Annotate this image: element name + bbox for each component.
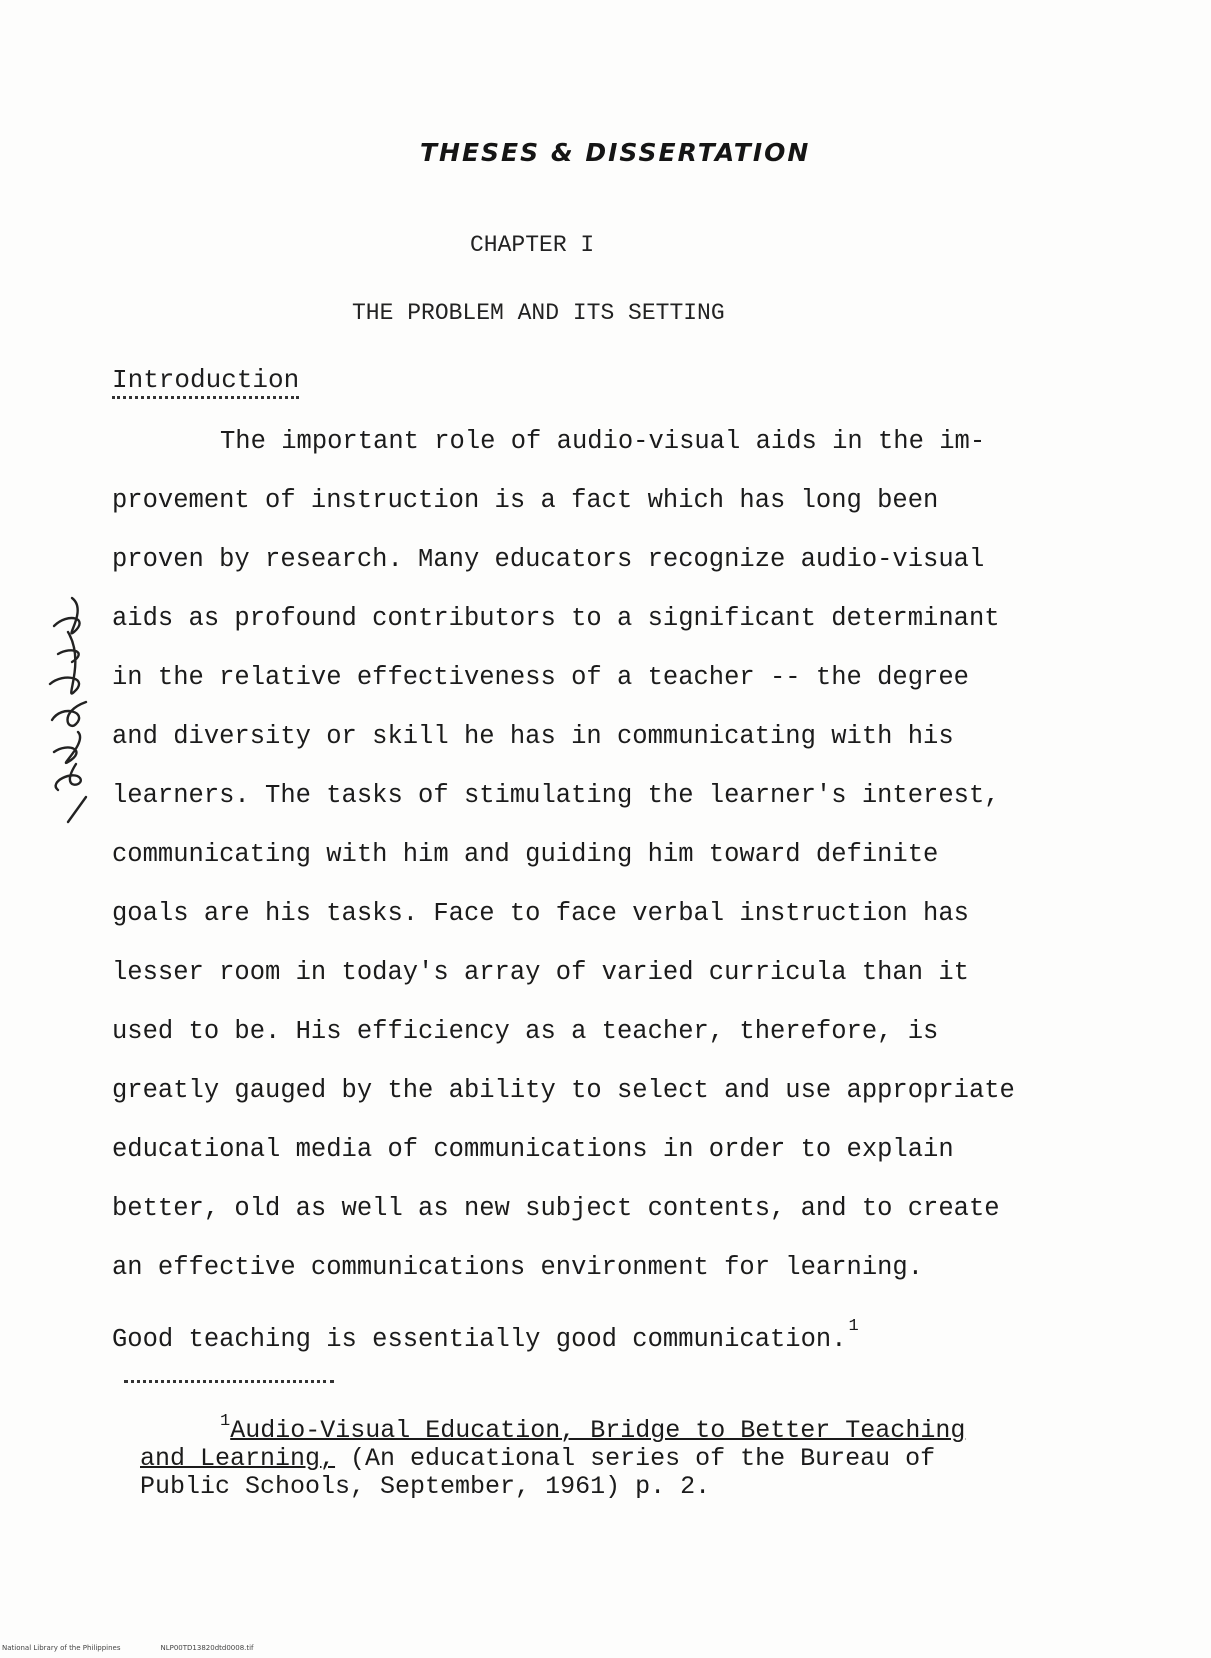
body-line: communicating with him and guiding him toward definite [112,840,939,869]
footnote [140,1408,1060,1501]
footnote-line-3: Public Schools, September, 1961) p. 2. [140,1472,711,1501]
body-line: learners. The tasks of stimulating the learner's interest, [112,781,1000,810]
body-line: educational media of communications in order to explain [112,1135,954,1164]
footnote-reference: 1 [848,1317,859,1336]
body-line: aids as profound contributors to a significant determinant [112,604,1000,633]
footer-file-id: NLP00TD13820dtd0008.tif [160,1644,254,1652]
footnote-separator [124,1380,334,1383]
body-line: The important role of audio-visual aids in the im- [220,427,986,456]
footnote-title: Audio-Visual Education, Bridge to Better Teaching [230,1416,966,1445]
body-line: used to be. His efficiency as a teacher, therefore, is [112,1017,939,1046]
body-line: and diversity or skill he has in communicating with his [112,722,954,751]
body-line: proven by research. Many educators recognize audio-visual [112,545,985,574]
theses-dissertation-stamp: THESES & DISSERTATION [420,138,811,167]
section-heading-introduction: Introduction [112,365,299,399]
body-line: provement of instruction is a fact which has long been [112,486,939,515]
handwritten-margin-note [28,592,108,832]
footnote-title-cont: and Learning, [140,1444,336,1473]
footnote-number: 1 [220,1412,231,1431]
body-line: lesser room in today's array of varied curricula than it [112,958,969,987]
footer-library: National Library of the Philippines [2,1644,121,1652]
body-line-last [112,1297,1062,1356]
body-line: in the relative effectiveness of a teacher -- the degree [112,663,969,692]
body-line-last-text: Good teaching is essentially good communication. [112,1325,847,1354]
body-line: an effective communications environment for learning. [112,1253,924,1282]
footnote-line-2 [140,1445,1060,1473]
body-paragraph [112,412,1062,1356]
footnote-publisher: (An educational series of the Bureau of [335,1444,936,1473]
body-line: greatly gauged by the ability to select and use appropriate [112,1076,1015,1105]
body-line: better, old as well as new subject contents, and to create [112,1194,1000,1223]
footnote-line-1 [140,1408,1060,1445]
body-line: goals are his tasks. Face to face verbal instruction has [112,899,969,928]
chapter-label: CHAPTER I [470,232,595,258]
archive-footer [2,1644,254,1652]
chapter-title: THE PROBLEM AND ITS SETTING [352,300,725,326]
